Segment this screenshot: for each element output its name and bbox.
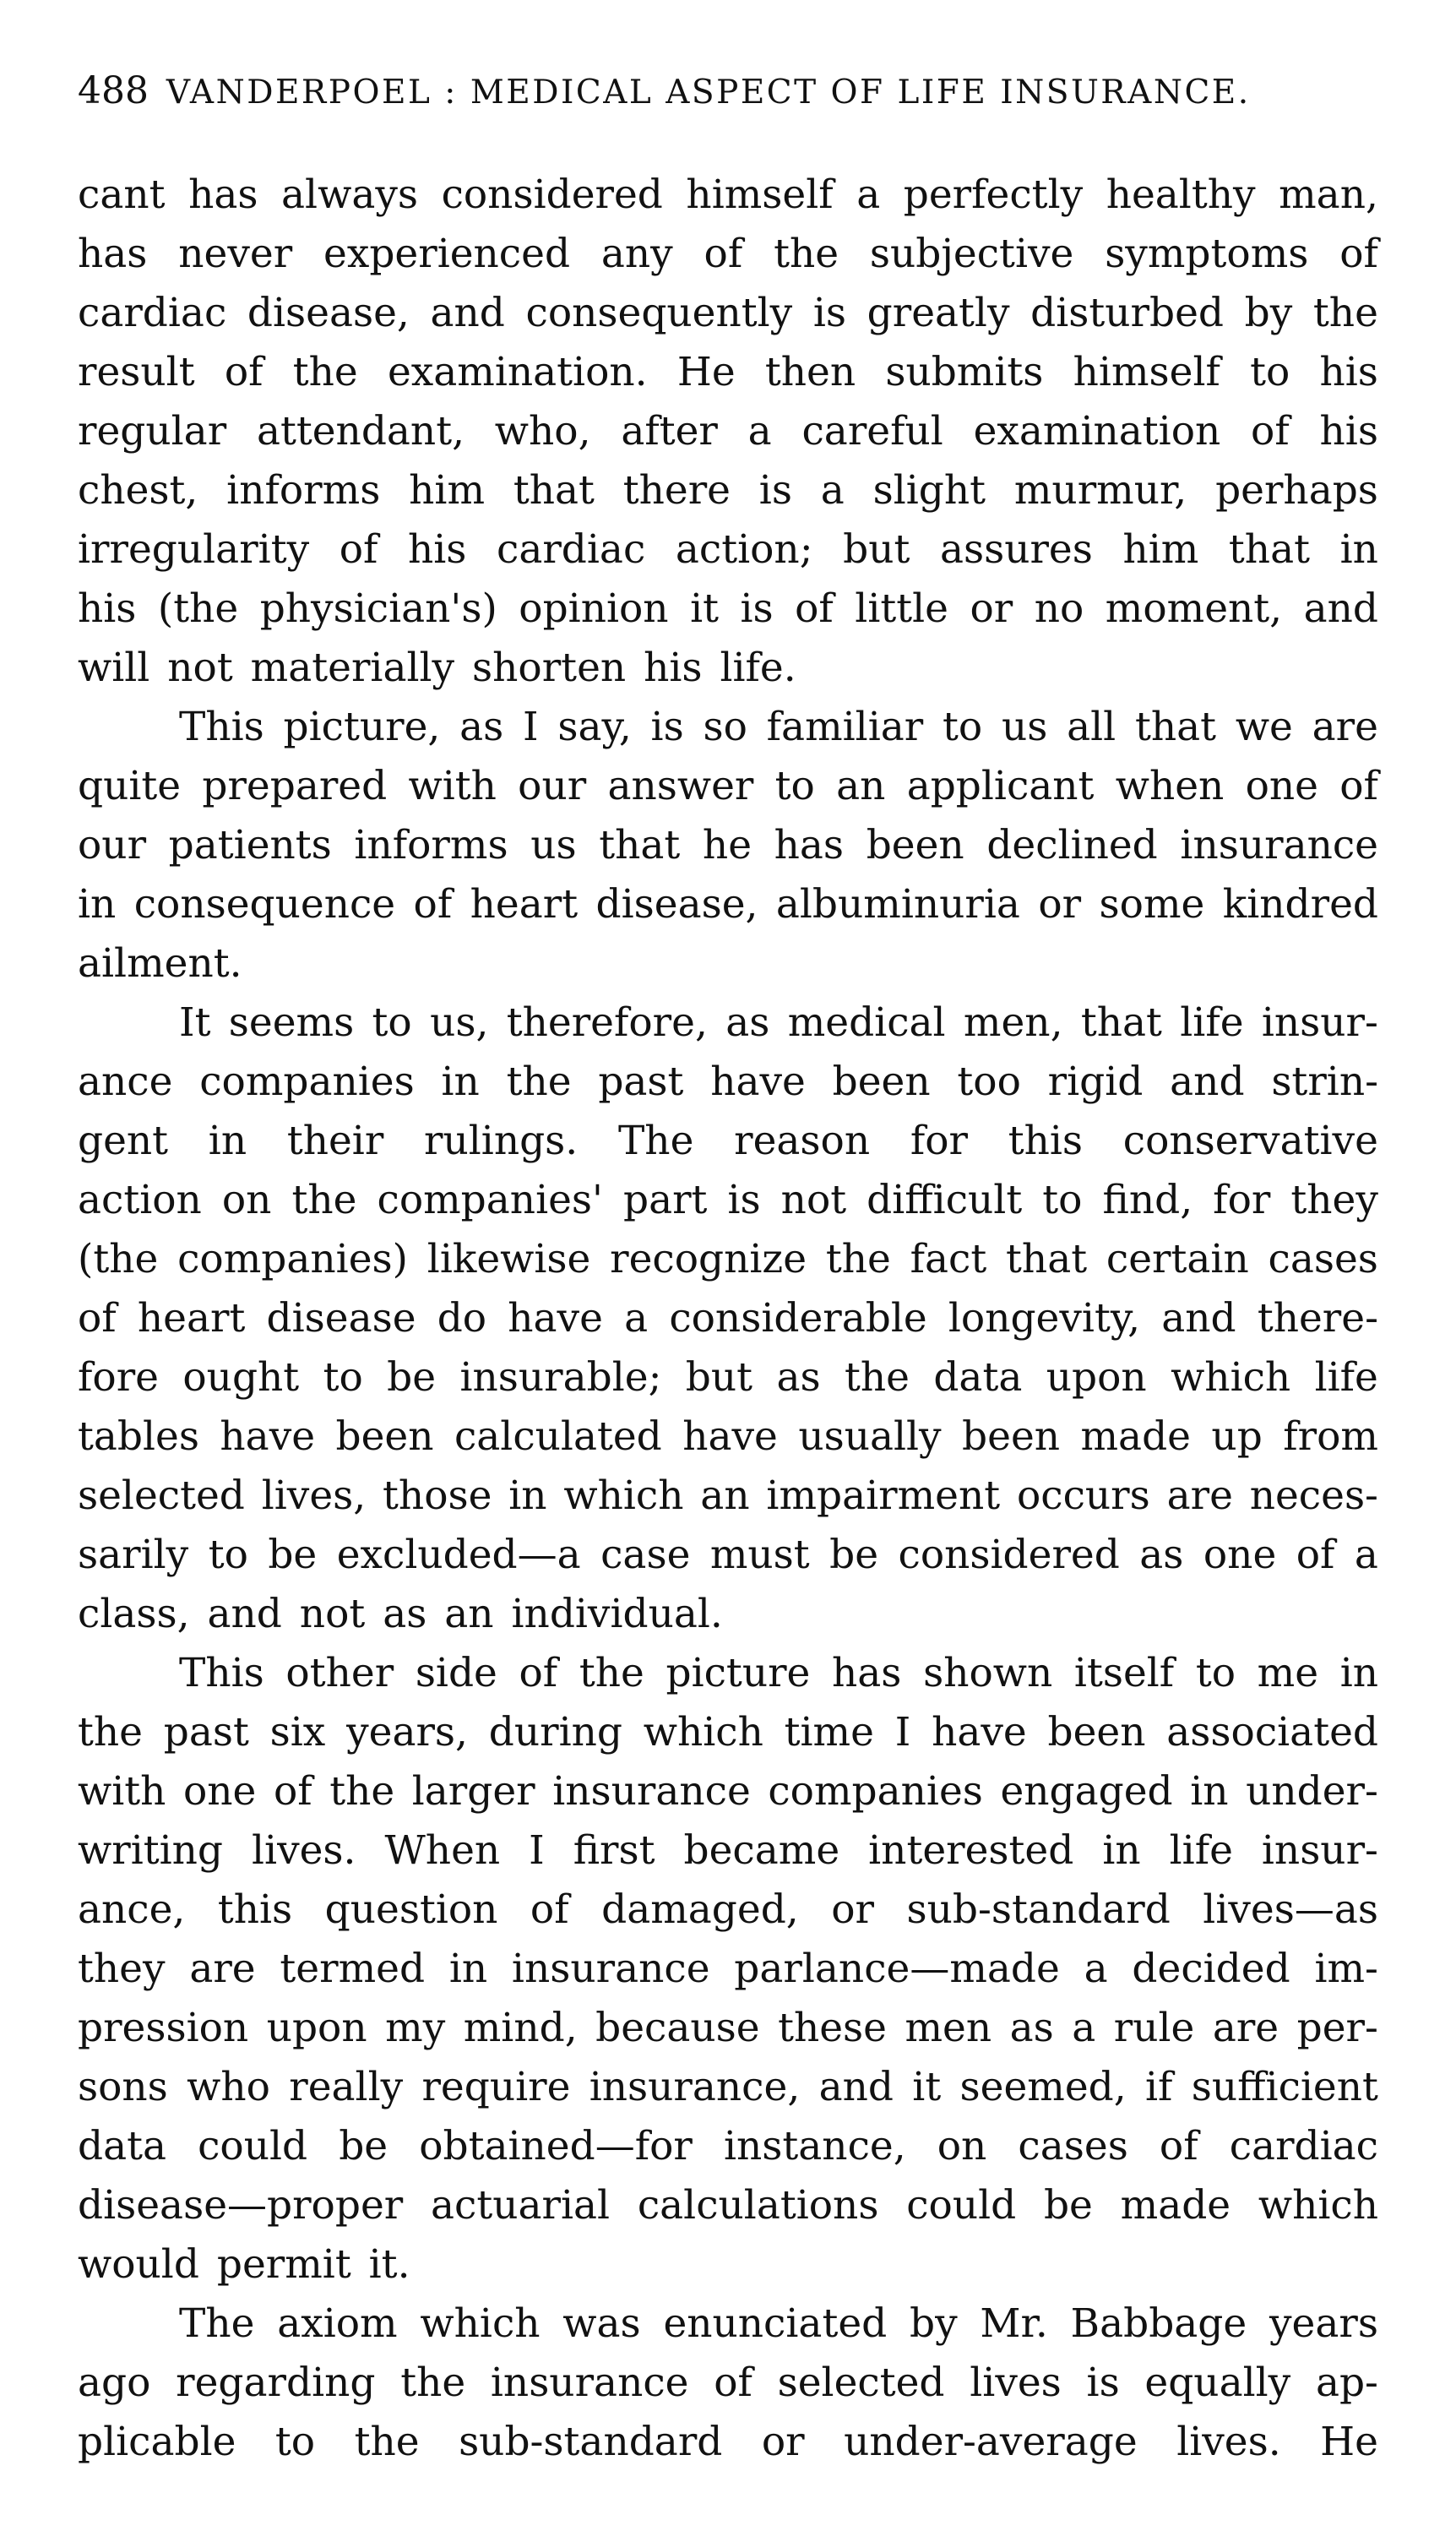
text-line: cant has always considered himself a perfectly healthy man,: [78, 171, 1378, 218]
text-line: (the companies) likewise recognize the fact that certain cases: [78, 1236, 1378, 1282]
text-line: pression upon my mind, because these men as a rule are per-: [78, 2005, 1378, 2051]
text-line: plicable to the sub-standard or under-average lives. He: [78, 2419, 1378, 2465]
text-line: would permit it.: [78, 2241, 410, 2288]
text-line: irregularity of his cardiac action; but assures him that in: [78, 526, 1378, 573]
text-line: in consequence of heart disease, albuminuria or some kindred: [78, 881, 1378, 928]
text-line: ance, this question of damaged, or sub-standard lives—as: [78, 1886, 1378, 1933]
text-line: result of the examination. He then submits himself to his: [78, 349, 1378, 395]
book-page: [78, 0, 1378, 2542]
paragraph: [78, 698, 1378, 993]
text-line: writing lives. When I first became interested in life insur-: [78, 1827, 1378, 1874]
text-line: It seems to us, therefore, as medical men, that life insur-: [179, 999, 1378, 1046]
text-line: of heart disease do have a considerable longevity, and there-: [78, 1295, 1378, 1342]
text-line: regular attendant, who, after a careful examination of his: [78, 408, 1378, 455]
text-line: cardiac disease, and consequently is greatly disturbed by the: [78, 290, 1378, 336]
text-line: fore ought to be insurable; but as the data upon which life: [78, 1354, 1378, 1401]
text-line: This other side of the picture has shown itself to me in: [179, 1650, 1378, 1696]
page-number: 488: [78, 69, 149, 112]
paragraph: [78, 2294, 1378, 2472]
paragraph: [78, 993, 1378, 1644]
text-line: gent in their rulings. The reason for this conservative: [78, 1118, 1378, 1164]
text-line: ago regarding the insurance of selected lives is equally ap-: [78, 2360, 1378, 2406]
text-line: This picture, as I say, is so familiar to us all that we are: [179, 704, 1378, 750]
text-line: they are termed in insurance parlance—made a decided im-: [78, 1946, 1378, 1992]
text-line: his (the physician's) opinion it is of little or no moment, and: [78, 585, 1378, 632]
text-line: selected lives, those in which an impairment occurs are neces-: [78, 1472, 1378, 1519]
text-line: data could be obtained—for instance, on cases of cardiac: [78, 2123, 1378, 2169]
text-line: sons who really require insurance, and it seemed, if sufficient: [78, 2064, 1378, 2110]
text-line: chest, informs him that there is a slight murmur, perhaps: [78, 467, 1378, 514]
text-line: will not materially shorten his life.: [78, 645, 796, 691]
text-line: ailment.: [78, 940, 242, 987]
body-text: [78, 166, 1378, 2472]
running-head: [78, 69, 1378, 112]
text-line: quite prepared with our answer to an applicant when one of: [78, 763, 1378, 809]
text-line: our patients informs us that he has been declined insurance: [78, 822, 1378, 868]
text-line: the past six years, during which time I have been associated: [78, 1709, 1378, 1755]
paragraph: [78, 166, 1378, 698]
text-line: has never experienced any of the subjective symptoms of: [78, 231, 1378, 277]
text-line: ance companies in the past have been too rigid and strin-: [78, 1059, 1378, 1105]
paragraph: [78, 1644, 1378, 2294]
text-line: tables have been calculated have usually been made up from: [78, 1413, 1378, 1460]
text-line: action on the companies' part is not difficult to find, for they: [78, 1177, 1378, 1223]
text-line: disease—proper actuarial calculations could be made which: [78, 2182, 1378, 2229]
text-line: with one of the larger insurance companies engaged in under-: [78, 1768, 1378, 1815]
text-line: The axiom which was enunciated by Mr. Babbage years: [179, 2300, 1378, 2347]
text-line: class, and not as an individual.: [78, 1591, 723, 1637]
running-title: VANDERPOEL : MEDICAL ASPECT OF LIFE INSURANCE.: [166, 73, 1251, 112]
text-line: sarily to be excluded—a case must be considered as one of a: [78, 1532, 1378, 1578]
